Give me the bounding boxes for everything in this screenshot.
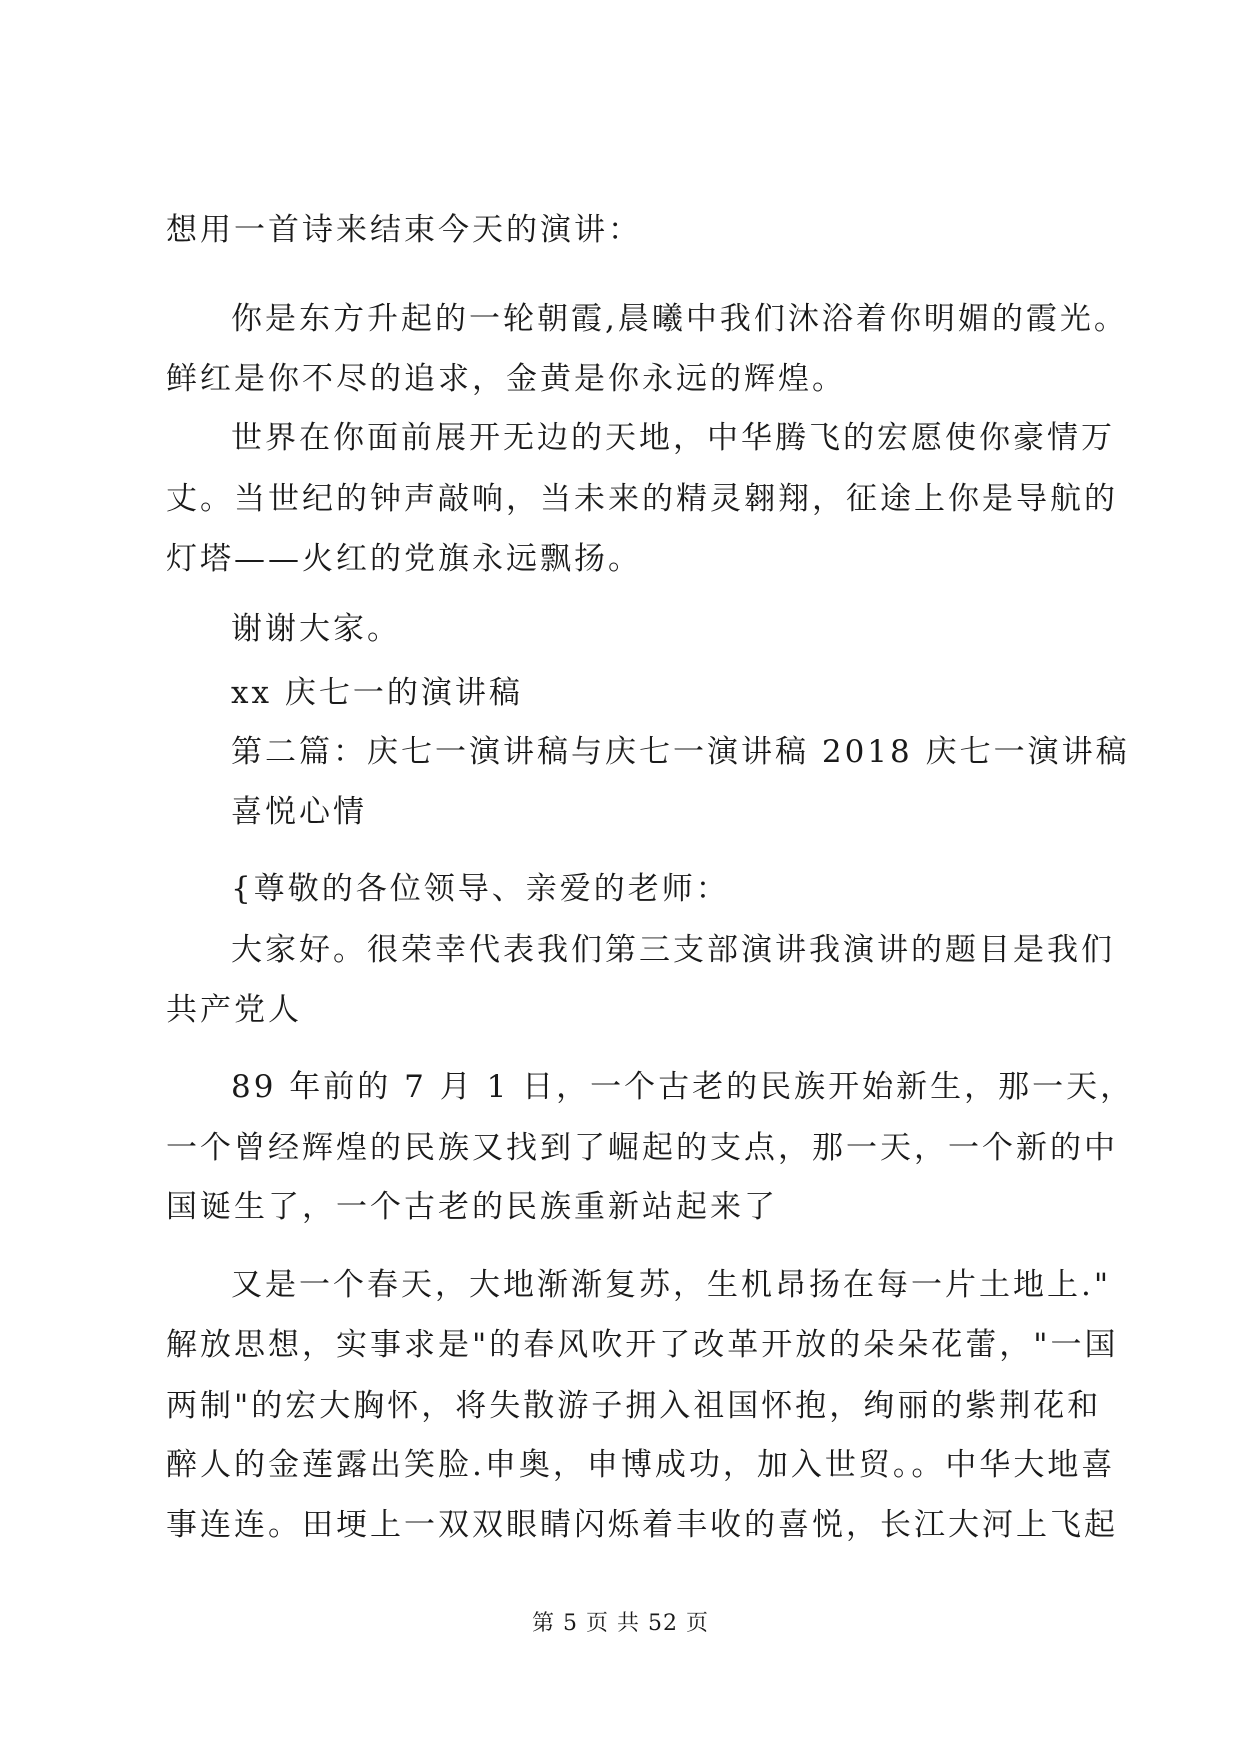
text-line: 共产党人 [166, 992, 302, 1028]
text-line: 大家好。很荣幸代表我们第三支部演讲我演讲的题目是我们 [231, 932, 1115, 968]
text-line: 第二篇：庆七一演讲稿与庆七一演讲稿 2018 庆七一演讲稿 [231, 734, 1130, 770]
text-line: 两制"的宏大胸怀，将失散游子拥入祖国怀抱，绚丽的紫荆花和 [166, 1388, 1102, 1424]
page-footer: 第 5 页 共 52 页 [532, 1611, 709, 1636]
text-line: 解放思想，实事求是"的春风吹开了改革开放的朵朵花蕾，"一国 [166, 1327, 1119, 1363]
text-line: 又是一个春天，大地渐渐复苏，生机昂扬在每一片土地上." [231, 1267, 1112, 1303]
text-line: 喜悦心情 [231, 794, 367, 830]
text-line: 事连连。田埂上一双双眼睛闪烁着丰收的喜悦，长江大河上飞起 [166, 1507, 1118, 1543]
text-line: {尊敬的各位领导、亲爱的老师： [231, 871, 730, 907]
text-line: xx 庆七一的演讲稿 [231, 675, 523, 711]
text-line: 丈。当世纪的钟声敲响，当未来的精灵翱翔，征途上你是导航的 [166, 481, 1118, 517]
text-line: 灯塔——火红的党旗永远飘扬。 [166, 541, 642, 577]
text-line: 鲜红是你不尽的追求，金黄是你永远的辉煌。 [166, 361, 846, 397]
text-line: 国诞生了，一个古老的民族重新站起来了 [166, 1189, 778, 1225]
text-line: 一个曾经辉煌的民族又找到了崛起的支点，那一天，一个新的中 [166, 1130, 1118, 1166]
text-line: 醉人的金莲露出笑脸.申奥，申博成功，加入世贸。。中华大地喜 [166, 1447, 1116, 1483]
text-line: 想用一首诗来结束今天的演讲： [166, 212, 642, 248]
text-line: 89 年前的 7 月 1 日，一个古老的民族开始新生，那一天， [231, 1069, 1135, 1105]
text-line: 世界在你面前展开无边的天地，中华腾飞的宏愿使你豪情万 [231, 420, 1115, 456]
text-line: 你是东方升起的一轮朝霞,晨曦中我们沐浴着你明媚的霞光。 [231, 301, 1128, 337]
text-line: 谢谢大家。 [231, 611, 401, 647]
